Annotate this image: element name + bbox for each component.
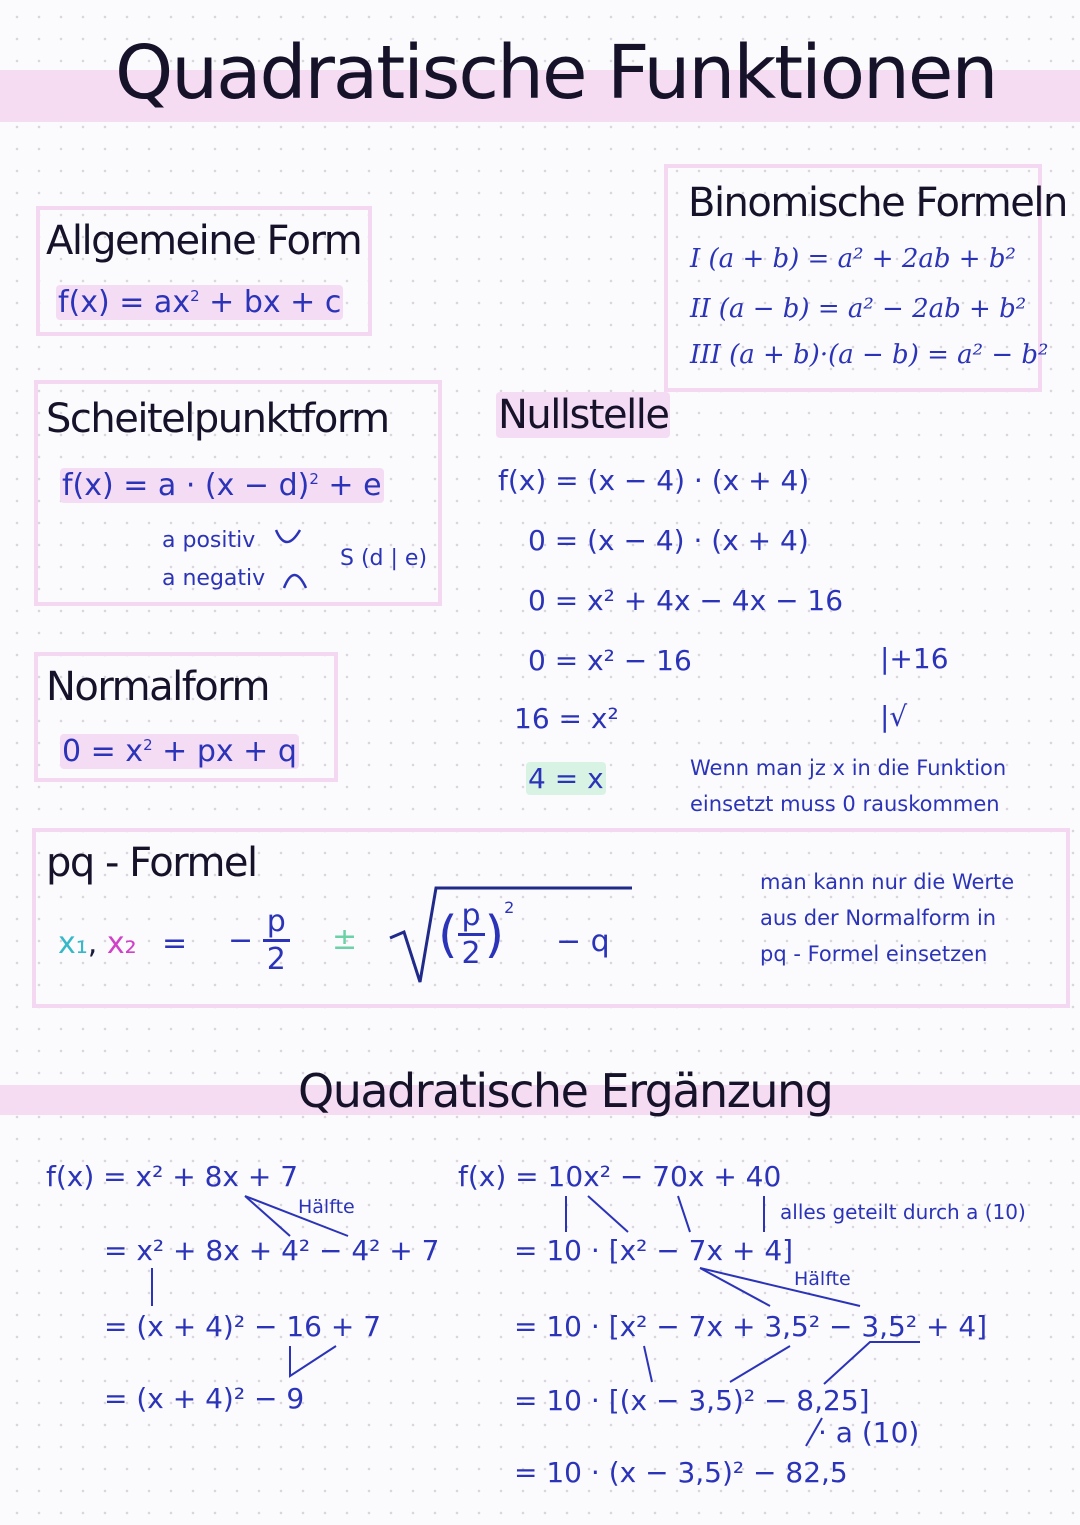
pq-minus-p-half: − $\frac{p}{2}$: [228, 904, 290, 977]
nullstelle-line-2: 0 = (x − 4) · (x + 4): [528, 524, 809, 557]
normalform-formula: $0 = x^2$ + px + q: [62, 734, 297, 769]
ergaenzung-heading: Quadratische Ergänzung: [298, 1064, 833, 1118]
pq-lhs: x₁, x₂: [58, 926, 137, 961]
ergaenzung-b-note: alles geteilt durch a (10): [780, 1200, 1026, 1224]
binom-formula-2: II (a − b) = a² − 2ab + b²: [690, 294, 1027, 324]
allgemeine-form-formula: $f(x) = ax^2$ + bx + c: [58, 285, 342, 320]
ergaenzung-b-line-1: f(x) = 10x² − 70x + 40: [458, 1160, 782, 1193]
nullstelle-note-line-1: Wenn man jz x in die Funktion: [690, 756, 1007, 780]
ergaenzung-b-line-5: = 10 · (x − 3,5)² − 82,5: [514, 1456, 848, 1489]
scheitelpunktform-heading: Scheitelpunktform: [46, 396, 389, 442]
normalform-heading: Normalform: [46, 664, 269, 710]
pq-radicand: ( $\frac{p}{2}$ )$^2$: [438, 898, 515, 971]
pq-note-line-1: man kann nur die Werte: [760, 870, 1015, 894]
nullstelle-note-line-2: einsetzt muss 0 rauskommen: [690, 792, 1000, 816]
plus-minus-sign: ±: [332, 922, 358, 957]
x1-symbol: x₁: [58, 926, 88, 961]
binomische-formeln-heading: Binomische Formeln: [688, 180, 1067, 226]
nullstelle-line-3: 0 = x² + 4x − 4x − 16: [528, 584, 844, 617]
ergaenzung-a-line-3: = (x + 4)² − 16 + 7: [104, 1310, 382, 1343]
ergaenzung-a-haelfte: Hälfte: [298, 1196, 355, 1218]
ergaenzung-b-haelfte: Hälfte: [794, 1268, 851, 1290]
ergaenzung-a-line-1: f(x) = x² + 8x + 7: [46, 1160, 299, 1193]
ergaenzung-a-line-4: = (x + 4)² − 9: [104, 1382, 305, 1415]
ergaenzung-b-line-2: = 10 · [x² − 7x + 4]: [514, 1234, 794, 1267]
binom-formula-3: III (a + b)·(a − b) = a² − b²: [690, 340, 1049, 370]
ergaenzung-b-line-4: = 10 · [(x − 3,5)² − 8,25]: [514, 1384, 870, 1417]
binom-formula-1: I (a + b) = a² + 2ab + b²: [690, 244, 1016, 274]
nullstelle-line-5: 16 = x²: [514, 702, 619, 735]
x2-symbol: x₂: [106, 926, 137, 961]
ergaenzung-b-line-3: = 10 · [x² − 7x + 3,5² − 3,5² + 4]: [514, 1310, 988, 1343]
nullstelle-operation-sqrt: |√: [880, 700, 908, 733]
a-negativ-label: a negativ: [162, 566, 266, 591]
pq-minus-q: − q: [556, 924, 610, 959]
pq-note-line-3: pq - Formel einsetzen: [760, 942, 988, 966]
nullstelle-heading: Nullstelle: [498, 392, 669, 438]
scheitelpunktform-formula: $f(x) = a \cdot (x - d)^2 + e$: [62, 468, 382, 503]
ergaenzung-a-line-2: = x² + 8x + 4² − 4² + 7: [104, 1234, 440, 1267]
scheitelpunkt-label: S (d | e): [340, 546, 428, 571]
pq-note-line-2: aus der Normalform in: [760, 906, 997, 930]
nullstelle-line-6: 4 = x: [528, 762, 604, 795]
nullstelle-line-1: f(x) = (x − 4) · (x + 4): [498, 464, 810, 497]
pq-equals: =: [162, 926, 188, 961]
ergaenzung-b-multiply: · a (10): [818, 1416, 920, 1449]
page-title: Quadratische Funktionen: [115, 30, 997, 116]
nullstelle-line-4: 0 = x² − 16: [528, 644, 692, 677]
a-positiv-label: a positiv: [162, 528, 256, 553]
pq-formel-heading: pq - Formel: [46, 840, 257, 886]
allgemeine-form-heading: Allgemeine Form: [46, 218, 362, 264]
nullstelle-operation-plus16: |+16: [880, 642, 949, 675]
